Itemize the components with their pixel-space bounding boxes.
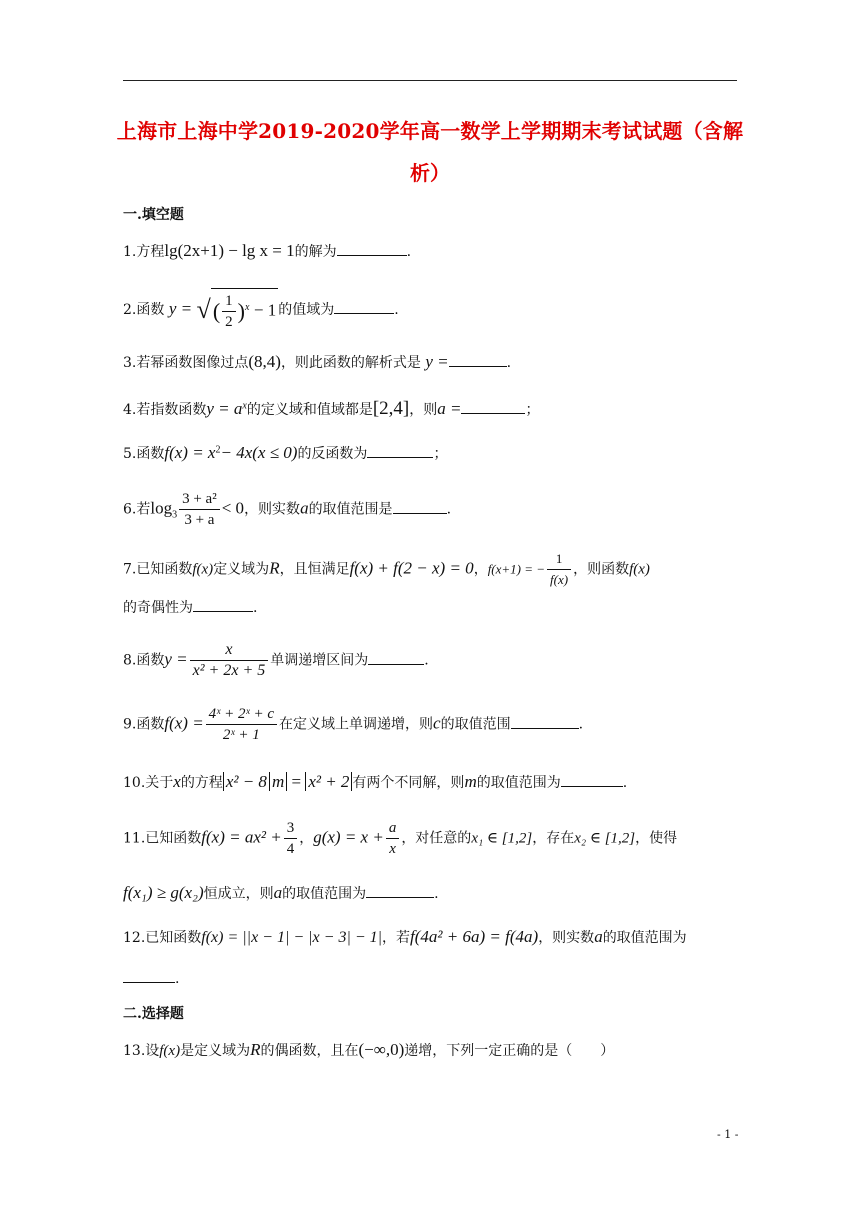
answer-blank xyxy=(193,599,253,612)
question-7: 7.已知函数f(x)定义域为R，且恒满足f(x) + f(2 − x) = 0，f(x+1) = − $\frac{1}{f(x)}$ ，则函数f(x) xyxy=(123,551,650,587)
header-rule xyxy=(123,80,737,81)
question-11: 11.已知函数f(x) = ax² + $\frac{3}{4}$ ，g(x) = x + $\frac{a}{x}$ ，对任意的x₁ ∈ [1,2]，存在x₂ ∈ [1,2]，使得 xyxy=(123,820,678,857)
q1-equation: lg(2x+1) − lg x = 1 xyxy=(164,241,295,260)
question-4: 4.若指数函数$y = a^x$的定义域和值域都是[2,4]，则a = ； xyxy=(123,398,540,419)
section-heading-fill-in: 一.填空题 xyxy=(123,207,184,223)
page-number: - 1 - xyxy=(717,1128,739,1141)
question-2: 2.函数 y = √( $\frac{1}{2}$ )$^x$ − 1 的值域为 . xyxy=(123,288,399,332)
question-13: 13.设f(x)是定义域为R的偶函数，且在(−∞,0)递增，下列一定正确的是（ ） xyxy=(123,1040,615,1059)
answer-blank xyxy=(511,716,579,729)
question-6: 6.若$\log_3$ $\frac{\text{3 + a²}}{3 + a}$ < 0，则实数a的取值范围是 . xyxy=(123,491,452,528)
question-9: 9.函数f(x) = $\frac{\text{4ˣ + 2ˣ + c}}{\text{2ˣ + 1}}$ 在定义域上单调递增，则c的取值范围 . xyxy=(123,706,584,743)
answer-blank xyxy=(368,652,424,665)
question-12: 12.已知函数f(x) = ||x − 1| − |x − 3| − 1|，若f(4a² + 6a) = f(4a)，则实数a的取值范围为 xyxy=(123,927,687,946)
section-heading-multiple-choice: 二.选择题 xyxy=(123,1006,184,1022)
answer-blank xyxy=(366,885,434,898)
document-title-continued: 析） xyxy=(410,161,450,185)
question-7-continued: 的奇偶性为 . xyxy=(123,600,258,616)
answer-blank xyxy=(334,301,394,314)
question-8: 8.函数y = $\frac{x}{\text{x² + 2x + 5}}$ 单调递增区间为 . xyxy=(123,641,429,679)
answer-blank xyxy=(561,774,623,787)
answer-blank xyxy=(461,401,525,414)
question-1: 1.方程lg(2x+1) − lg x = 1的解为 . xyxy=(123,241,412,260)
question-11-continued: f(x₁) ≥ g(x₂)恒成立，则a的取值范围为 . xyxy=(123,883,439,902)
answer-blank xyxy=(337,243,407,256)
document-title: 上海市上海中学2019-2020学年高一数学上学期期末考试试题（含解 xyxy=(116,119,744,143)
question-12-continued: . xyxy=(123,970,179,987)
answer-blank xyxy=(393,501,447,514)
answer-blank xyxy=(367,445,433,458)
answer-blank xyxy=(123,970,175,983)
question-10: 10.关于x的方程 x² − 8 m = x² + 2 有两个不同解，则m的取值范围为 . xyxy=(123,772,628,791)
answer-blank xyxy=(449,354,507,367)
question-3: 3.若幂函数图像过点(8,4)，则此函数的解析式是 y = . xyxy=(123,352,512,371)
question-5: 5.函数$f(x) = x^2- 4x(x \le 0)$的反函数为 ； xyxy=(123,443,448,462)
